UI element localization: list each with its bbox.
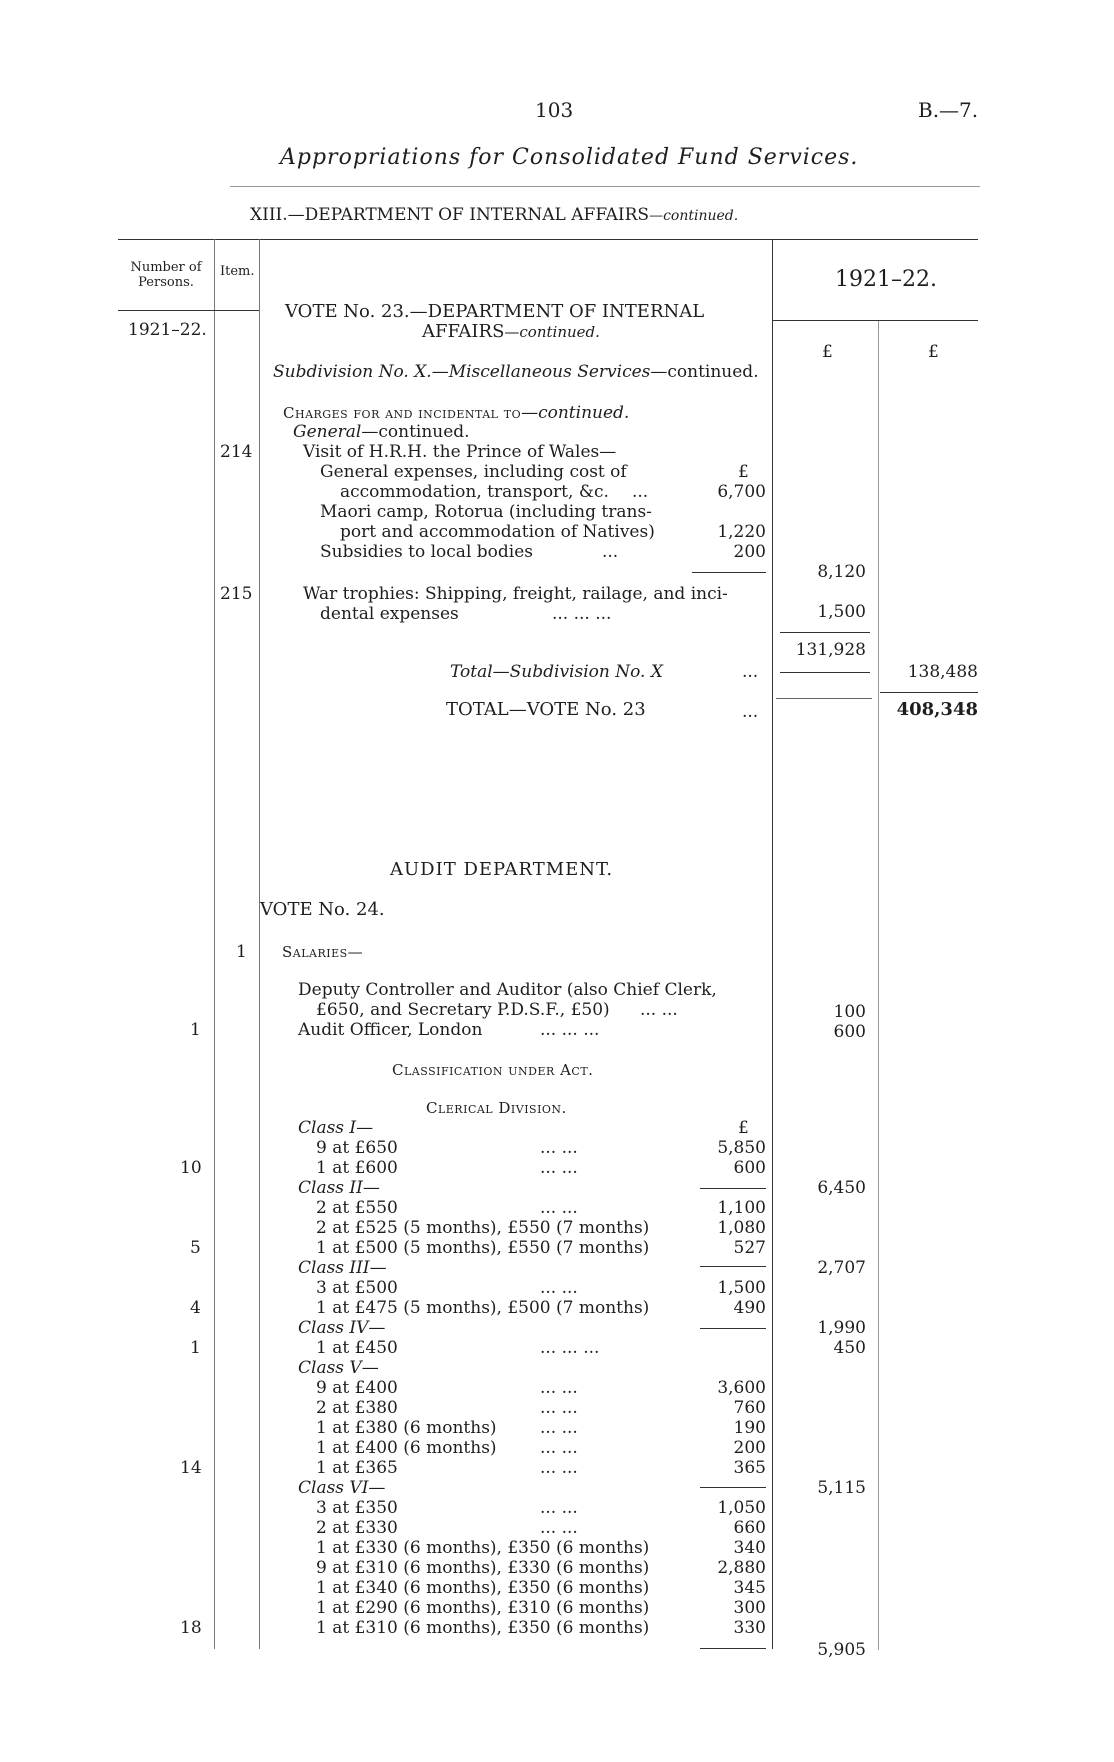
persons-class-vi: 18 <box>180 1618 202 1638</box>
column-rule-text <box>772 239 773 1649</box>
maori-camp-line1: Maori camp, Rotorua (including trans- <box>320 502 652 522</box>
deputy-line2: £650, and Secretary P.D.S.F., £50) <box>316 1000 610 1020</box>
maori-camp-line2: port and accommodation of Natives) <box>340 522 655 542</box>
pound-header-1: £ <box>822 342 833 362</box>
class-i-rule <box>700 1188 766 1189</box>
subsidies-label: Subsidies to local bodies <box>320 542 534 562</box>
class-vi-rule <box>700 1648 766 1649</box>
war-trophies-dots: ... ... ... <box>552 604 612 624</box>
class-v-row-2-amount: 760 <box>733 1398 766 1418</box>
general-expenses-line2: accommodation, transport, &c. <box>340 482 609 502</box>
department-heading <box>250 205 738 226</box>
class-ii-row-1-amount: 1,100 <box>717 1198 766 1218</box>
class-vi-total: 5,905 <box>817 1640 866 1660</box>
total-vote-rule-1 <box>776 698 872 699</box>
salaries-heading: Salaries— <box>282 943 364 961</box>
class-v-row-2-dots: ... ... <box>540 1398 578 1418</box>
total-subdivision-amount: 138,488 <box>907 662 978 682</box>
audit-heading: AUDIT DEPARTMENT. <box>390 859 614 880</box>
deputy-amount: 100 <box>833 1002 866 1022</box>
class-vi-heading: Class VI— <box>298 1478 386 1498</box>
charges-continued: —continued. <box>521 403 630 423</box>
charges-label: Charges for and incidental to <box>283 404 522 422</box>
general-expenses-line1: General expenses, including cost of <box>320 462 627 482</box>
document-reference: B.—7. <box>918 98 979 122</box>
sub-sum-rule <box>780 632 870 633</box>
class-v-row-1: 9 at £400 <box>316 1378 398 1398</box>
department-name: XIII.—DEPARTMENT OF INTERNAL AFFAIRS <box>250 205 650 225</box>
year-right: 1921–22. <box>835 267 937 292</box>
class-iv-total: 450 <box>833 1338 866 1358</box>
table-top-rule <box>118 239 978 240</box>
class-i-row-2: 1 at £600 <box>316 1158 398 1178</box>
class-vi-row-6-amount: 300 <box>733 1598 766 1618</box>
sub-sum-amount: 131,928 <box>795 640 866 660</box>
class-vi-row-2: 2 at £330 <box>316 1518 398 1538</box>
pound-header-2: £ <box>928 342 939 362</box>
class-vi-row-2-dots: ... ... <box>540 1518 578 1538</box>
visit-heading: Visit of H.R.H. the Prince of Wales— <box>303 442 617 462</box>
class-iv-row-1-dots: ... ... ... <box>540 1338 600 1358</box>
class-i-row-2-dots: ... ... <box>540 1158 578 1178</box>
total-vote-label: TOTAL—VOTE No. 23 <box>446 699 646 720</box>
class-v-row-4-dots: ... ... <box>540 1438 578 1458</box>
clerical-heading: Clerical Division. <box>426 1099 567 1117</box>
department-continued: —continued. <box>649 208 739 224</box>
class-iii-row-2-amount: 490 <box>733 1298 766 1318</box>
class-v-row-5-amount: 365 <box>733 1458 766 1478</box>
audit-officer-amount: 600 <box>833 1022 866 1042</box>
class-vi-row-1: 3 at £350 <box>316 1498 398 1518</box>
class-v-heading: Class V— <box>298 1358 379 1378</box>
class-ii-row-3: 1 at £500 (5 months), £550 (7 months) <box>316 1238 650 1258</box>
maori-camp-amount: 1,220 <box>717 522 766 542</box>
total-vote-dots: ... <box>742 702 759 722</box>
persons-1: 1 <box>190 1020 201 1040</box>
class-v-row-3-dots: ... ... <box>540 1418 578 1438</box>
class-v-total: 5,115 <box>817 1478 866 1498</box>
class-vi-row-7-amount: 330 <box>733 1618 766 1638</box>
charges-heading <box>283 403 629 423</box>
item-number-215: 215 <box>220 584 253 604</box>
column-rule-amounts <box>878 320 879 1650</box>
class-ii-rule <box>700 1266 766 1267</box>
class-i-row-1-amount: 5,850 <box>717 1138 766 1158</box>
audit-officer-dots: ... ... ... <box>540 1020 600 1040</box>
class-v-row-1-amount: 3,600 <box>717 1378 766 1398</box>
general-continued: —continued. <box>361 422 470 442</box>
class-i-row-2-amount: 600 <box>733 1158 766 1178</box>
deputy-dots: ... ... <box>640 1000 678 1020</box>
subsidies-amount: 200 <box>733 542 766 562</box>
sub-sum-lower-rule <box>780 672 870 673</box>
subdivision-continued: —continued. <box>650 362 759 382</box>
class-vi-row-1-dots: ... ... <box>540 1498 578 1518</box>
class-ii-row-2: 2 at £525 (5 months), £550 (7 months) <box>316 1218 650 1238</box>
class-i-row-1-dots: ... ... <box>540 1138 578 1158</box>
subsidies-dots: ... <box>602 542 619 562</box>
class-v-row-2: 2 at £380 <box>316 1398 398 1418</box>
class-ii-row-3-amount: 527 <box>733 1238 766 1258</box>
vote-23-title-continued: —continued. <box>504 323 600 341</box>
header-rule-left <box>118 310 259 311</box>
class-ii-row-1-dots: ... ... <box>540 1198 578 1218</box>
title-rule <box>230 186 980 187</box>
war-trophies-line2: dental expenses <box>320 604 459 624</box>
class-iii-row-1-dots: ... ... <box>540 1278 578 1298</box>
class-i-heading: Class I— <box>298 1118 374 1138</box>
war-trophies-line1: War trophies: Shipping, freight, railage, and inci- <box>303 584 728 604</box>
class-v-row-4: 1 at £400 (6 months) <box>316 1438 497 1458</box>
war-trophies-amount: 1,500 <box>817 602 866 622</box>
class-i-row-1: 9 at £650 <box>316 1138 398 1158</box>
class-v-row-5-dots: ... ... <box>540 1458 578 1478</box>
page-number: 103 <box>535 98 574 122</box>
class-iii-row-1: 3 at £500 <box>316 1278 398 1298</box>
class-i-total: 6,450 <box>817 1178 866 1198</box>
class-iii-rule <box>700 1328 766 1329</box>
class-iv-row-1: 1 at £450 <box>316 1338 398 1358</box>
general-label: General <box>293 422 362 442</box>
general-expenses-amount: 6,700 <box>717 482 766 502</box>
class-v-rule <box>700 1487 766 1488</box>
deputy-line1: Deputy Controller and Auditor (also Chief Clerk, <box>298 980 717 1000</box>
header-rule-right <box>772 320 978 321</box>
visit-total-amount: 8,120 <box>817 562 866 582</box>
class-vi-row-3-amount: 340 <box>733 1538 766 1558</box>
persons-class-ii: 5 <box>190 1238 201 1258</box>
subdivision-heading <box>273 362 759 382</box>
subdivision-name: Subdivision No. X.—Miscellaneous Services <box>273 362 651 382</box>
visit-subtotal-rule <box>692 572 766 573</box>
persons-class-v: 14 <box>180 1458 202 1478</box>
vote-23-title-affairs: AFFAIRS <box>422 321 505 342</box>
audit-officer-label: Audit Officer, London <box>298 1020 483 1040</box>
column-header-persons: Number of Persons. <box>130 260 202 290</box>
general-heading <box>293 422 470 442</box>
item-number-214: 214 <box>220 442 253 462</box>
total-subdivision-label: Total—Subdivision No. X <box>450 662 663 682</box>
class-vi-row-4: 9 at £310 (6 months), £330 (6 months) <box>316 1558 650 1578</box>
class-iii-heading: Class III— <box>298 1258 387 1278</box>
persons-class-iii: 4 <box>190 1298 201 1318</box>
class-v-row-1-dots: ... ... <box>540 1378 578 1398</box>
year-left: 1921–22. <box>128 320 207 340</box>
class-iii-total: 1,990 <box>817 1318 866 1338</box>
class-vi-row-5: 1 at £340 (6 months), £350 (6 months) <box>316 1578 650 1598</box>
class-iv-heading: Class IV— <box>298 1318 386 1338</box>
classification-heading: Classification under Act. <box>392 1061 594 1079</box>
total-vote-amount: 408,348 <box>896 699 978 720</box>
class-v-row-3: 1 at £380 (6 months) <box>316 1418 497 1438</box>
page-title: Appropriations for Consolidated Fund Services. <box>280 145 859 170</box>
vote-24-title: VOTE No. 24. <box>260 899 385 920</box>
class-ii-total: 2,707 <box>817 1258 866 1278</box>
class-vi-row-6: 1 at £290 (6 months), £310 (6 months) <box>316 1598 650 1618</box>
item-number-1: 1 <box>236 942 247 962</box>
general-expenses-dots: ... <box>632 482 649 502</box>
persons-class-i: 10 <box>180 1158 202 1178</box>
class-ii-row-1: 2 at £550 <box>316 1198 398 1218</box>
class-vi-row-5-amount: 345 <box>733 1578 766 1598</box>
class-iii-row-1-amount: 1,500 <box>717 1278 766 1298</box>
class-i-pound: £ <box>738 1118 749 1138</box>
persons-class-iv: 1 <box>190 1338 201 1358</box>
column-rule-item <box>259 239 260 1649</box>
class-v-row-3-amount: 190 <box>733 1418 766 1438</box>
vote-23-title-line2 <box>422 322 600 342</box>
column-rule-persons <box>214 239 215 1649</box>
class-vi-row-7: 1 at £310 (6 months), £350 (6 months) <box>316 1618 650 1638</box>
class-vi-row-3: 1 at £330 (6 months), £350 (6 months) <box>316 1538 650 1558</box>
total-vote-rule-2 <box>880 692 978 693</box>
class-v-row-4-amount: 200 <box>733 1438 766 1458</box>
column-header-item: Item. <box>220 264 255 279</box>
class-ii-row-2-amount: 1,080 <box>717 1218 766 1238</box>
class-vi-row-1-amount: 1,050 <box>717 1498 766 1518</box>
vote-23-title: VOTE No. 23.—DEPARTMENT OF INTERNAL <box>285 301 705 322</box>
class-ii-heading: Class II— <box>298 1178 380 1198</box>
class-iii-row-2: 1 at £475 (5 months), £500 (7 months) <box>316 1298 650 1318</box>
class-vi-row-2-amount: 660 <box>733 1518 766 1538</box>
total-subdivision-dots: ... <box>742 662 759 682</box>
class-vi-row-4-amount: 2,880 <box>717 1558 766 1578</box>
general-expenses-pound: £ <box>738 462 749 482</box>
class-v-row-5: 1 at £365 <box>316 1458 398 1478</box>
